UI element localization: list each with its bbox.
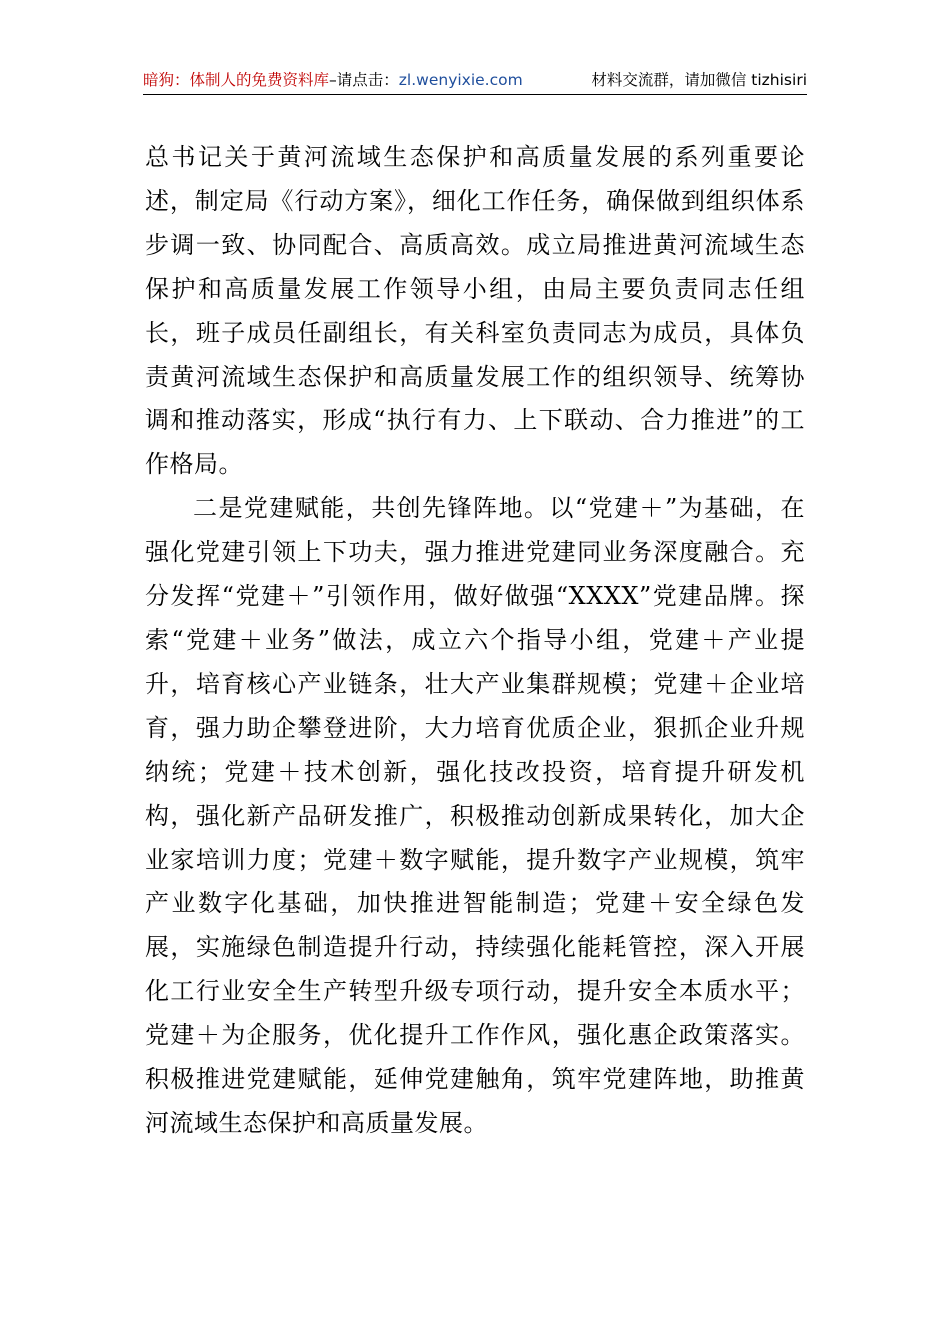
site-url-link[interactable]: zl.wenyixie.com xyxy=(398,71,523,89)
site-name: 暗狗：体制人的免费资料库 xyxy=(143,71,330,89)
paragraph-1: 总书记关于黄河流域生态保护和高质量发展的系列重要论述，制定局《行动方案》，细化工作任务，确保做到组织体系步调一致、协同配合、高质高效。成立局推进黄河流域生态保护和高质量发展工作领导小组，由局主要负责同志任组长，班子成员任副组长，有关科室负责同志为成员，具体负责黄河流域生态保护和高质量发展工作的组织领导、统筹协调和推动落实，形成“执行有力、上下联动、合力推进”的工作格局。 xyxy=(145,143,805,479)
wechat-note: 材料交流群，请加微信 tizhisiri xyxy=(591,71,807,89)
paragraph-2: 二是党建赋能，共创先锋阵地。以“党建＋”为基础，在强化党建引领上下功夫，强力推进党建同业务深度融合。充分发挥“党建＋”引领作用，做好做强“XXXX”党建品牌。探索“党建＋业务”做法，成立六个指导小组，党建＋产业提升，培育核心产业链条，壮大产业集群规模；党建＋企业培育，强力助企攀登进阶，大力培育优质企业，狠抓企业升规纳统；党建＋技术创新，强化技改投资，培育提升研发机构，强化新产品研发推广，积极推动创新成果转化，加大企业家培训力度；党建＋数字赋能，提升数字产业规模，筑牢产业数字化基础，加快推进智能制造；党建＋安全绿色发展，实施绿色制造提升行动，持续强化能耗管控，深入开展化工行业安全生产转型升级专项行动，提升安全本质水平；党建＋为企服务，优化提升工作作风，强化惠企政策落实。积极推进党建赋能，延伸党建触角，筑牢党建阵地，助推黄河流域生态保护和高质量发展。 xyxy=(145,494,805,1137)
header-left xyxy=(143,66,523,94)
document-body xyxy=(145,136,805,1146)
page-header xyxy=(143,66,807,95)
click-prompt: –请点击： xyxy=(329,71,399,89)
